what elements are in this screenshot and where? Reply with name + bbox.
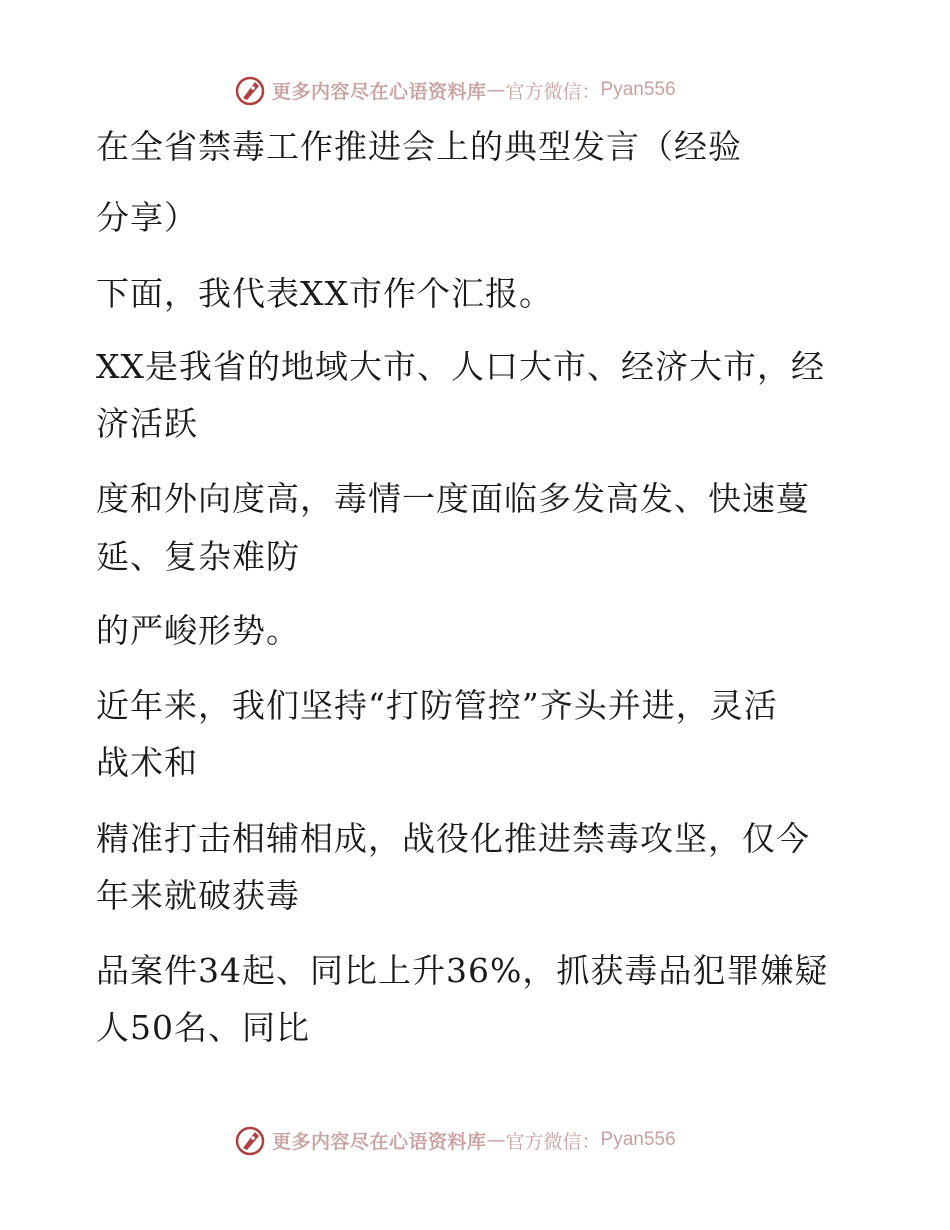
document-title-line-2: 分享）: [96, 198, 198, 237]
paragraph-line: 品案件34起、同比上升36%，抓获毒品犯罪嫌疑: [96, 951, 829, 990]
paragraph-line: 近年来，我们坚持“打防管控”齐头并进，灵活: [96, 686, 778, 725]
pen-nib-logo-icon: [234, 74, 266, 106]
pen-nib-logo-icon: [234, 1124, 266, 1156]
header-brand-text: 更多内容尽在心语资料库: [272, 80, 487, 103]
paragraph-line: 战术和: [96, 743, 198, 782]
header-dash: —: [486, 79, 506, 101]
paragraph-line: XX是我省的地域大市、人口大市、经济大市，经: [96, 347, 825, 386]
footer-brand-text: 更多内容尽在心语资料库: [272, 1130, 487, 1153]
paragraph-line: 度和外向度高，毒情一度面临多发高发、快速蔓: [96, 479, 810, 518]
footer-banner: [234, 1122, 676, 1158]
header-banner: [234, 72, 676, 108]
footer-contact-id: Pyan556: [600, 1129, 676, 1150]
paragraph-line: 下面，我代表XX市作个汇报。: [96, 274, 553, 313]
header-contact-id: Pyan556: [600, 79, 676, 100]
paragraph-line: 济活跃: [96, 404, 198, 443]
paragraph-line: 年来就破获毒: [96, 876, 300, 915]
paragraph-line: 精准打击相辅相成，战役化推进禁毒攻坚，仅今: [96, 819, 810, 858]
footer-contact-label: 官方微信：: [505, 1130, 601, 1153]
paragraph-line: 人50名、同比: [96, 1008, 310, 1047]
footer-dash: —: [486, 1129, 506, 1151]
paragraph-line: 的严峻形势。: [96, 611, 300, 650]
header-contact-label: 官方微信：: [505, 80, 601, 103]
document-title-line-1: 在全省禁毒工作推进会上的典型发言（经验: [96, 127, 742, 166]
paragraph-line: 延、复杂难防: [96, 537, 300, 576]
